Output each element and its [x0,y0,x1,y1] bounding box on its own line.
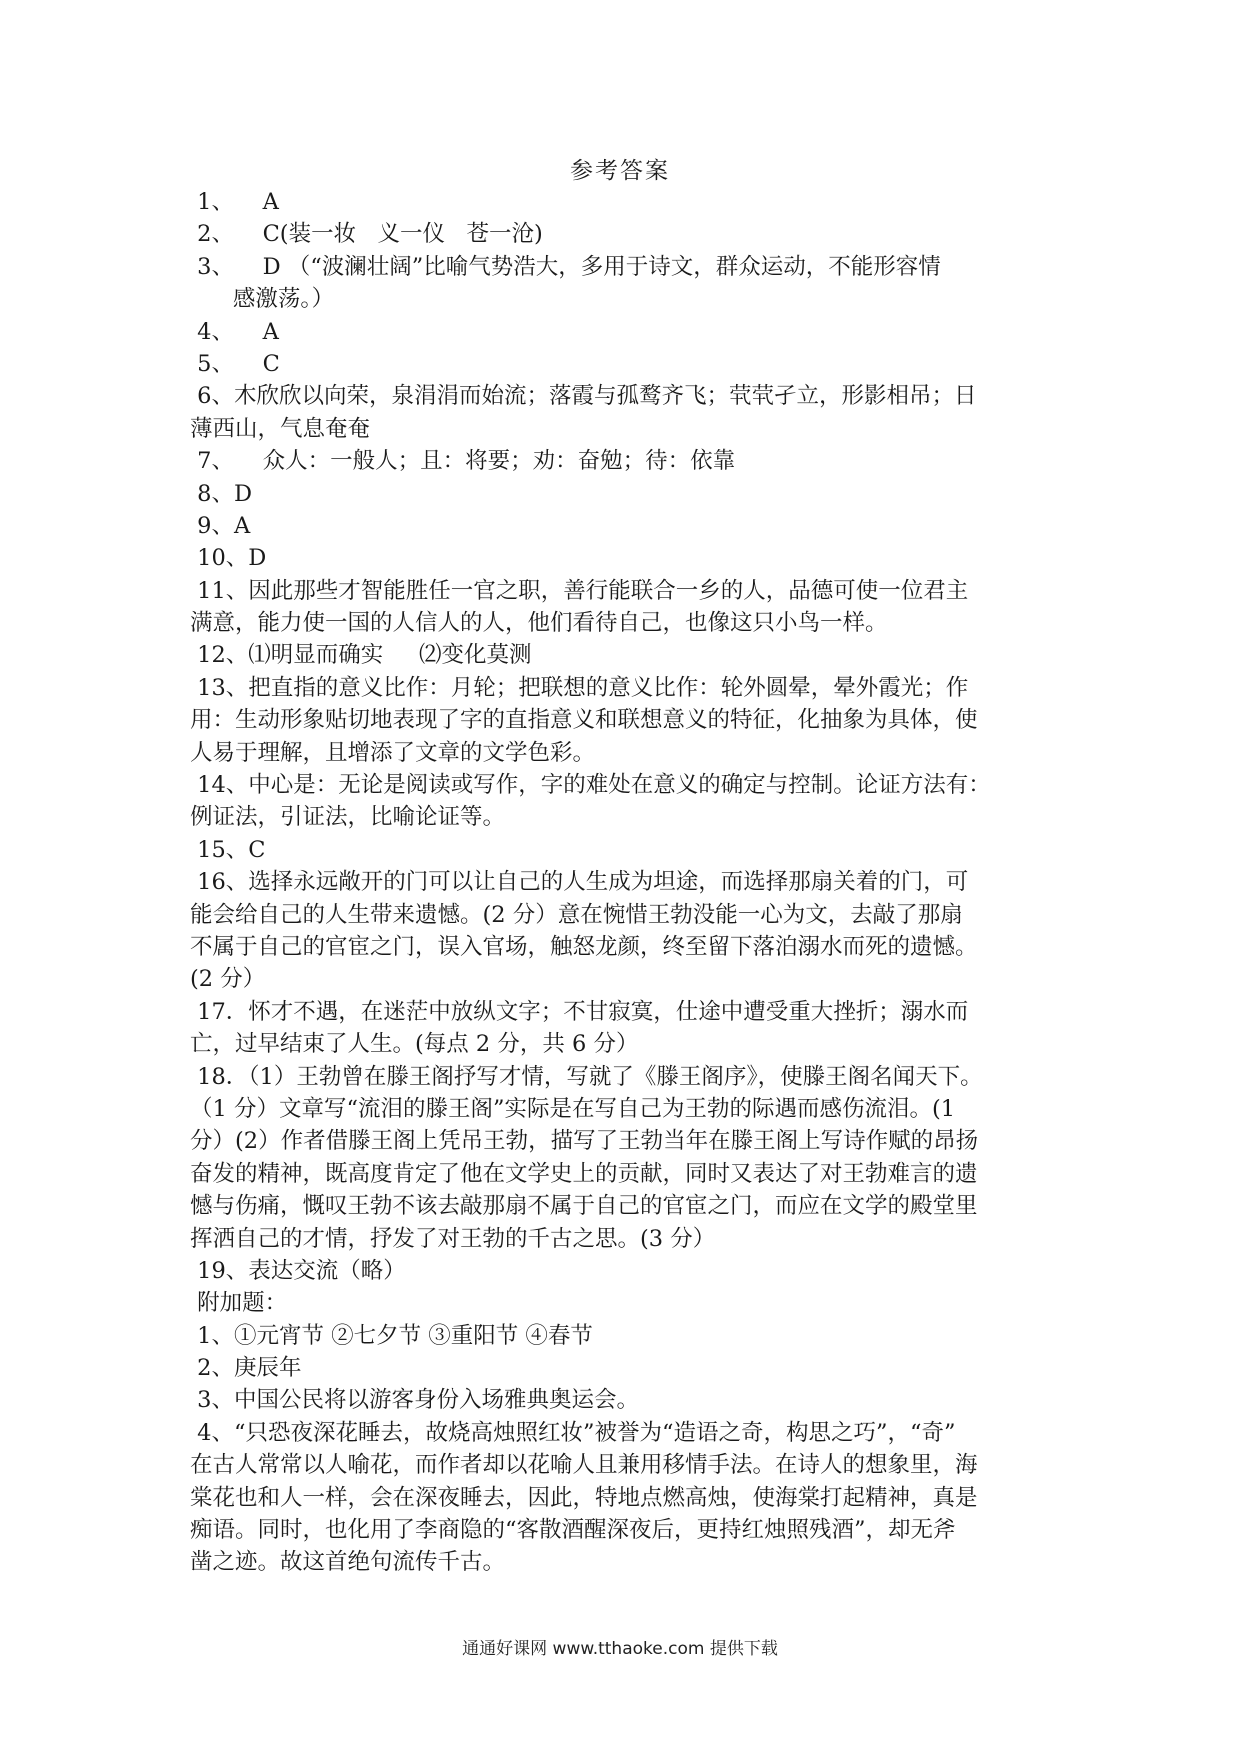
answer-line: 9、A [190,512,251,539]
answer-line: 奋发的精神，既高度肯定了他在文学史上的贡献，同时又表达了对王勃难言的遗 [190,1160,978,1187]
answer-line: 例证法，引证法，比喻论证等。 [190,804,506,831]
answer-line: 14、中心是：无论是阅读或写作，字的难处在意义的确定与控制。论证方法有： [190,772,991,799]
answer-line: 4、 A [190,318,279,345]
answer-line: 满意，能力使一国的人信人的人，他们看待自己，也像这只小鸟一样。 [190,610,888,637]
answer-line: 13、把直指的意义比作：月轮；把联想的意义比作：轮外圆晕，晕外霞光；作 [190,674,969,701]
answer-line: 1、 A [190,189,279,215]
answer-line: 用：生动形象贴切地表现了字的直指意义和联想意义的特征，化抽象为具体，使 [190,707,978,734]
answer-line: 18．（1）王勃曾在滕王阁抒写才情，写就了《滕王阁序》，使滕王阁名闻天下。 [190,1063,983,1090]
answer-line: 不属于自己的官宦之门，误入官场，触怒龙颜，终至留下落泊溺水而死的遗憾。 [190,933,978,960]
answer-line: 挥洒自己的才情，抒发了对王勃的千古之思。(3 分） [190,1225,716,1252]
answer-line: 6、木欣欣以向荣，泉涓涓而始流；落霞与孤鹜齐飞；茕茕孑立，形影相吊；日 [190,383,977,410]
answer-line: 5、 C [190,350,280,377]
answer-line: 11、因此那些才智能胜任一官之职，善行能联合一乡的人，品德可使一位君主 [190,577,969,604]
answer-line: 在古人常常以人喻花，而作者却以花喻人且兼用移情手法。在诗人的想象里，海 [190,1452,978,1479]
answer-line: 2、庚辰年 [190,1355,302,1382]
answer-line: 17．怀才不遇，在迷茫中放纵文字；不甘寂寞，仕途中遭受重大挫折；溺水而 [190,998,969,1025]
answer-line: 憾与伤痛，慨叹王勃不该去敲那扇不属于自己的官宦之门，而应在文学的殿堂里 [190,1193,978,1220]
answer-line: 10、D [190,545,267,572]
answer-line: 3、中国公民将以游客身份入场雅典奥运会。 [190,1387,639,1414]
answer-line: 7、 众人：一般人；且：将要；劝：奋勉；待：依靠 [190,448,736,475]
page-title: 参考答案 [570,158,670,184]
answer-line: 棠花也和人一样，会在深夜睡去，因此，特地点燃高烛，使海棠打起精神，真是 [190,1484,978,1511]
answer-line: 2、 C(装一妆 义一仪 苍一沧) [190,221,543,248]
answer-line: 1、①元宵节 ②七夕节 ③重阳节 ④春节 [190,1322,593,1349]
answer-list [190,186,1062,1579]
answer-line: 痴语。同时，也化用了李商隐的“客散酒醒深夜后，更持红烛照残酒”，却无斧 [190,1517,956,1544]
answer-line: 薄西山，气息奄奄 [190,415,371,442]
answer-line: 凿之迹。故这首绝句流传千古。 [190,1549,506,1576]
answer-line: 19、表达交流（略） [190,1257,406,1284]
answer-line: 4、“只恐夜深花睡去，故烧高烛照红妆”被誉为“造语之奇，构思之巧”，“奇” [190,1419,956,1446]
answer-line: 3、 D （“波澜壮阔”比喻气势浩大，多用于诗文，群众运动，不能形容情 [190,253,941,280]
answer-line: 人易于理解，且增添了文章的文学色彩。 [190,739,596,766]
answer-line: 8、D [190,480,253,507]
answer-line: 感激荡。） [190,286,335,313]
answer-line: 能会给自己的人生带来遗憾。(2 分）意在惋惜王勃没能一心为文，去敲了那扇 [190,901,963,928]
answer-line: 附加题： [190,1290,288,1317]
answer-line: 亡，过早结束了人生。(每点 2 分，共 6 分） [190,1031,639,1058]
answer-line: 分）(2）作者借滕王阁上凭吊王勃，描写了王勃当年在滕王阁上写诗作赋的昂扬 [190,1128,979,1155]
answer-line: 12、⑴明显而确实 ⑵变化莫测 [190,642,532,669]
page-footer: 通通好课网 www.tthaoke.com 提供下载 [462,1639,778,1659]
answer-line: 16、选择永远敞开的门可以让自己的人生成为坦途，而选择那扇关着的门，可 [190,869,969,896]
answer-line: 15、C [190,836,266,863]
answer-line: （1 分）文章写“流泪的滕王阁”实际是在写自己为王勃的际遇而感伤流泪。(1 [190,1095,956,1122]
answer-line: (2 分） [190,966,266,993]
